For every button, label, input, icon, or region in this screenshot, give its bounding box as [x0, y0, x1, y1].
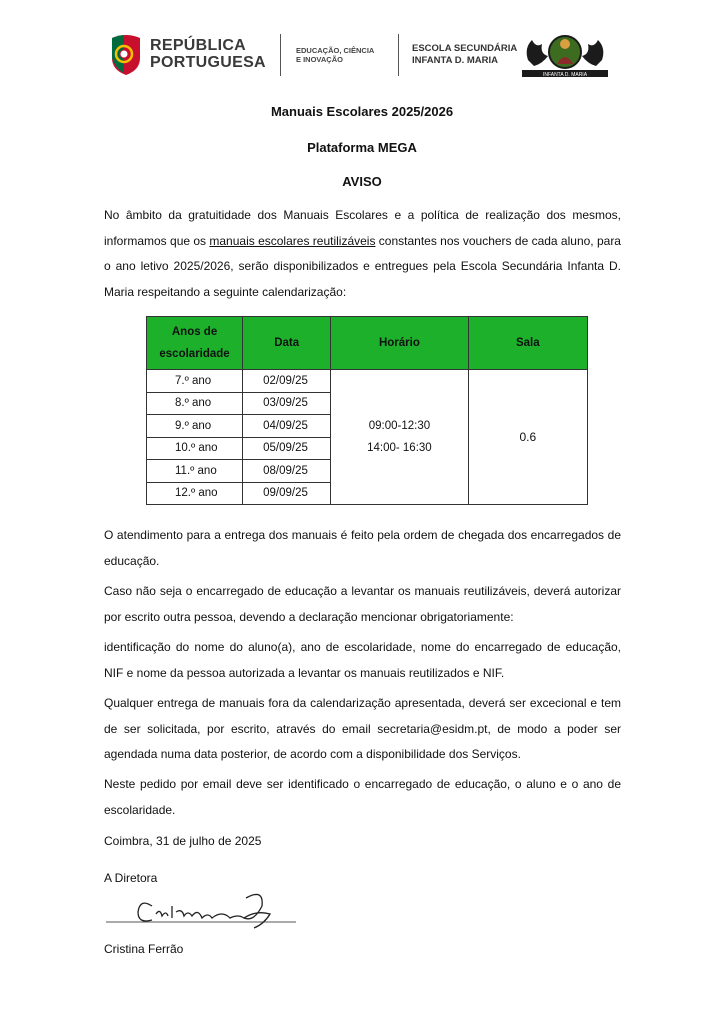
order-paragraph: O atendimento para a entrega dos manuais é feito pela ordem de chegada dos encarregados de educação. — [104, 528, 621, 568]
date-cell: 04/09/25 — [243, 415, 331, 438]
year-cell: 8.º ano — [147, 392, 243, 415]
table-row — [147, 370, 588, 393]
date-cell: 08/09/25 — [243, 460, 331, 483]
place-date: Coimbra, 31 de julho de 2025 — [104, 834, 262, 848]
table-header-row — [147, 317, 588, 370]
signature-icon — [104, 888, 304, 932]
year-cell: 11.º ano — [147, 460, 243, 483]
ministry-line-1: EDUCAÇÃO, CIÊNCIA — [296, 46, 375, 55]
year-cell: 12.º ano — [147, 482, 243, 505]
date-cell: 09/09/25 — [243, 482, 331, 505]
republic-flag-icon — [108, 32, 144, 76]
letterhead — [108, 30, 620, 86]
header-divider — [280, 34, 281, 76]
time-afternoon: 14:00- 16:30 — [367, 442, 432, 454]
room-cell: 0.6 — [468, 370, 587, 505]
intro-paragraph — [104, 203, 621, 305]
school-line-1: ESCOLA SECUNDÁRIA — [412, 43, 518, 54]
date-cell: 02/09/25 — [243, 370, 331, 393]
identification-paragraph: identificação do nome do aluno(a), ano de escolaridade, nome do encarregado de educação, NIF e nome da pessoa autorizada a levantar os manuais reutilizados e NIF. — [104, 640, 621, 680]
intro-text-2: constantes nos vouchers de cada aluno, para o ano letivo 2025/2026, serão disponibilizados e entregues pela Escola Secundária Infanta D. Maria respeitando a seguinte calendarização: — [104, 233, 621, 299]
header-time: Horário — [331, 317, 468, 370]
signer-role: A Diretora — [104, 871, 158, 885]
crest-caption: INFANTA D. MARIA — [542, 72, 588, 78]
intro-underlined: manuais escolares reutilizáveis — [209, 233, 376, 248]
date-cell: 05/09/25 — [243, 437, 331, 460]
school-line-2: INFANTA D. MARIA — [412, 55, 499, 66]
header-room: Sala — [468, 317, 587, 370]
header-year: Anos de escolaridade — [147, 317, 243, 370]
year-cell: 7.º ano — [147, 370, 243, 393]
header-date: Data — [243, 317, 331, 370]
email-request-paragraph: Neste pedido por email deve ser identificado o encarregado de educação, o aluno e o ano de escolaridade. — [104, 777, 621, 817]
school-name — [412, 43, 517, 67]
schedule-table — [146, 316, 588, 505]
date-cell: 03/09/25 — [243, 392, 331, 415]
exceptional-paragraph: Qualquer entrega de manuais fora da calendarização apresentada, deverá ser excecional e tem de ser solicitada, por escrito, através do email secretaria@esidm.pt, de modo a poder ser agendada numa data posterior, de acordo com a disponibilidade dos Serviços. — [104, 696, 621, 761]
year-cell: 10.º ano — [147, 437, 243, 460]
platform-title: Plataforma MEGA — [307, 140, 417, 155]
year-cell: 9.º ano — [147, 415, 243, 438]
school-crest-icon — [522, 30, 608, 78]
notice-title: AVISO — [342, 174, 382, 189]
time-cell — [331, 370, 468, 505]
authorization-paragraph: Caso não seja o encarregado de educação a levantar os manuais reutilizáveis, deverá autorizar por escrito outra pessoa, devendo a declaração mencionar obrigatoriamente: — [104, 584, 621, 624]
government-logo — [108, 32, 266, 76]
document-title: Manuais Escolares 2025/2026 — [270, 104, 454, 119]
header-divider — [398, 34, 399, 76]
signer-name: Cristina Ferrão — [104, 942, 184, 956]
ministry-name — [296, 46, 374, 64]
ministry-line-2: E INOVAÇÃO — [296, 55, 343, 64]
gov-line-1: REPÚBLICA — [150, 37, 247, 54]
time-morning: 09:00-12:30 — [368, 420, 431, 432]
gov-line-2: PORTUGUESA — [150, 54, 266, 71]
intro-text-1: No âmbito da gratuitidade dos Manuais Escolares e a política de realização dos mesmos, informamos que os — [104, 208, 621, 248]
